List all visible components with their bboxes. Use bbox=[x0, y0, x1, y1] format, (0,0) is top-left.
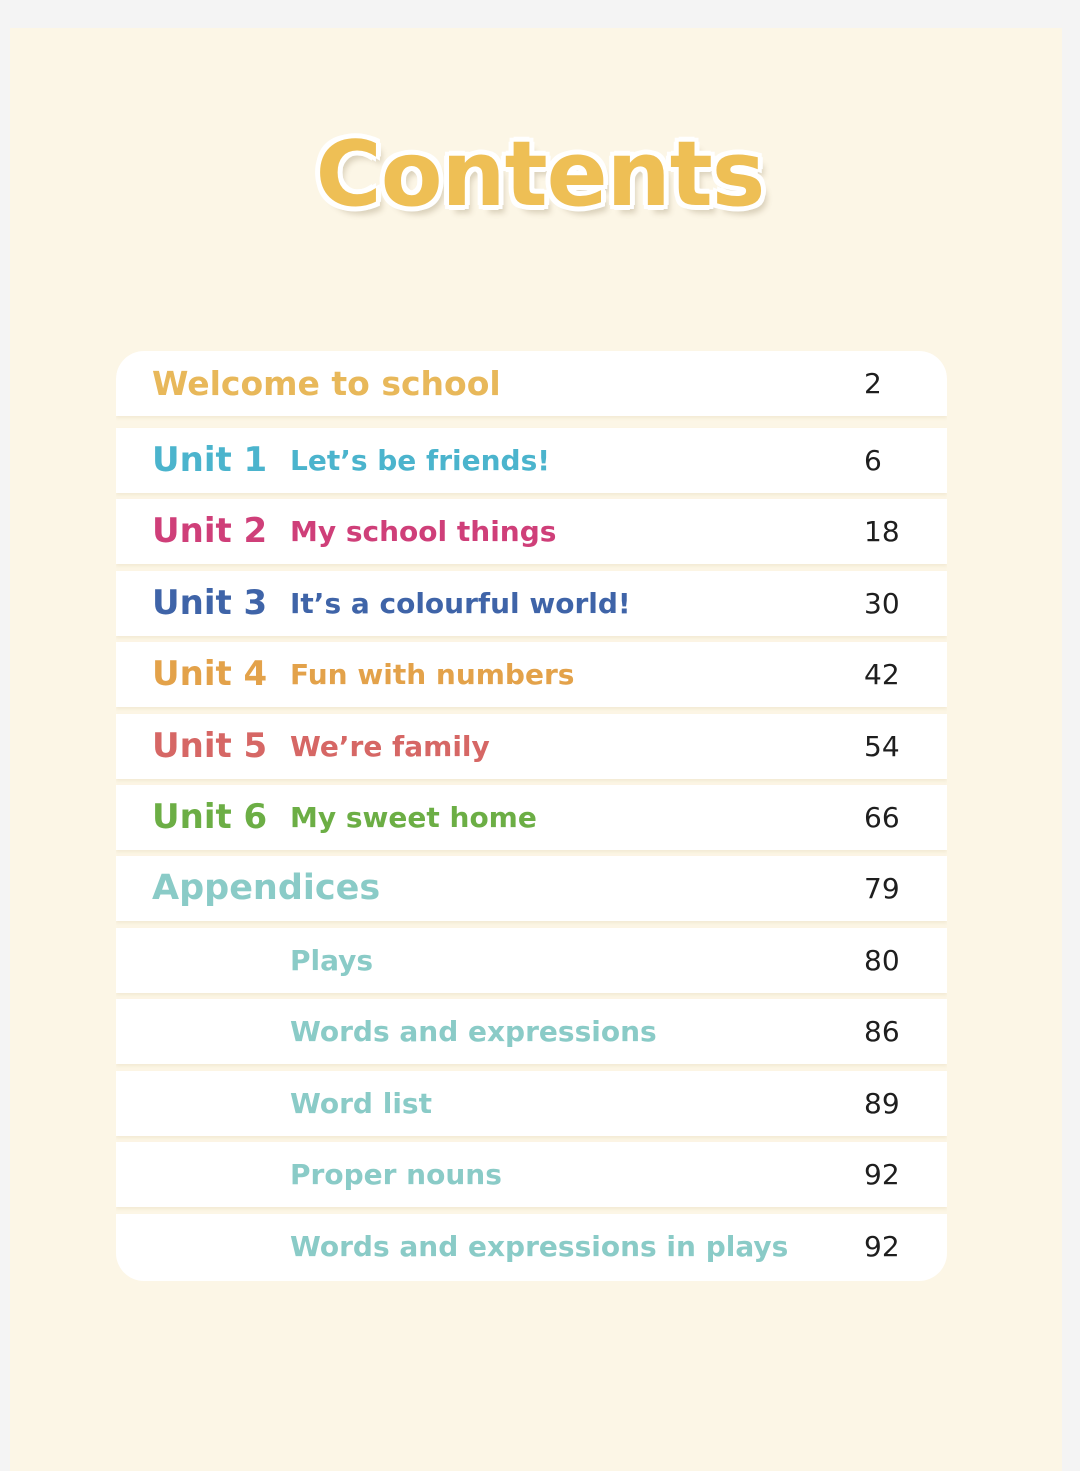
table-of-contents bbox=[116, 351, 947, 1281]
unit-3-title: It’s a colourful world! bbox=[290, 587, 631, 620]
toc-row-words-and-expressions[interactable] bbox=[116, 999, 947, 1064]
unit-2-label: Unit 2 bbox=[152, 511, 268, 551]
toc-row-proper-nouns[interactable] bbox=[116, 1142, 947, 1207]
unit-6-label: Unit 6 bbox=[152, 797, 268, 837]
appendix-words-and-expressions-page: 86 bbox=[864, 1015, 900, 1048]
unit-3-page: 30 bbox=[864, 587, 900, 620]
appendix-proper-nouns-page: 92 bbox=[864, 1158, 900, 1191]
appendices-label: Appendices bbox=[152, 868, 381, 908]
unit-1-page: 6 bbox=[864, 444, 882, 477]
unit-4-title: Fun with numbers bbox=[290, 658, 575, 691]
unit-2-page: 18 bbox=[864, 515, 900, 548]
appendix-word-list-title: Word list bbox=[290, 1087, 432, 1120]
toc-row-words-in-plays[interactable] bbox=[116, 1214, 947, 1281]
unit-5-label: Unit 5 bbox=[152, 726, 268, 766]
toc-row-plays[interactable] bbox=[116, 928, 947, 993]
unit-1-label: Unit 1 bbox=[152, 440, 268, 480]
unit-1-title: Let’s be friends! bbox=[290, 444, 551, 477]
toc-row-unit-4[interactable] bbox=[116, 642, 947, 707]
toc-row-appendices[interactable] bbox=[116, 856, 947, 921]
appendix-plays-title: Plays bbox=[290, 944, 374, 977]
unit-2-title: My school things bbox=[290, 515, 557, 548]
toc-row-unit-3[interactable] bbox=[116, 571, 947, 636]
unit-5-title: We’re family bbox=[290, 730, 490, 763]
toc-row-unit-2[interactable] bbox=[116, 499, 947, 564]
toc-row-welcome[interactable] bbox=[116, 351, 947, 416]
appendix-proper-nouns-title: Proper nouns bbox=[290, 1158, 502, 1191]
toc-row-unit-5[interactable] bbox=[116, 714, 947, 779]
appendix-words-and-expressions-title: Words and expressions bbox=[290, 1015, 657, 1048]
unit-6-page: 66 bbox=[864, 801, 900, 834]
toc-row-unit-6[interactable] bbox=[116, 785, 947, 850]
unit-6-title: My sweet home bbox=[290, 801, 537, 834]
welcome-page: 2 bbox=[864, 367, 882, 400]
unit-5-page: 54 bbox=[864, 730, 900, 763]
page-title: Contents bbox=[315, 122, 765, 227]
appendix-word-list-page: 89 bbox=[864, 1087, 900, 1120]
appendix-plays-page: 80 bbox=[864, 944, 900, 977]
unit-4-page: 42 bbox=[864, 658, 900, 691]
unit-3-label: Unit 3 bbox=[152, 583, 268, 623]
appendices-page: 79 bbox=[864, 872, 900, 905]
unit-4-label: Unit 4 bbox=[152, 654, 268, 694]
toc-row-word-list[interactable] bbox=[116, 1071, 947, 1136]
toc-row-unit-1[interactable] bbox=[116, 428, 947, 493]
welcome-label: Welcome to school bbox=[152, 364, 501, 403]
appendix-words-in-plays-title: Words and expressions in plays bbox=[290, 1230, 789, 1263]
appendix-words-in-plays-page: 92 bbox=[864, 1230, 900, 1263]
